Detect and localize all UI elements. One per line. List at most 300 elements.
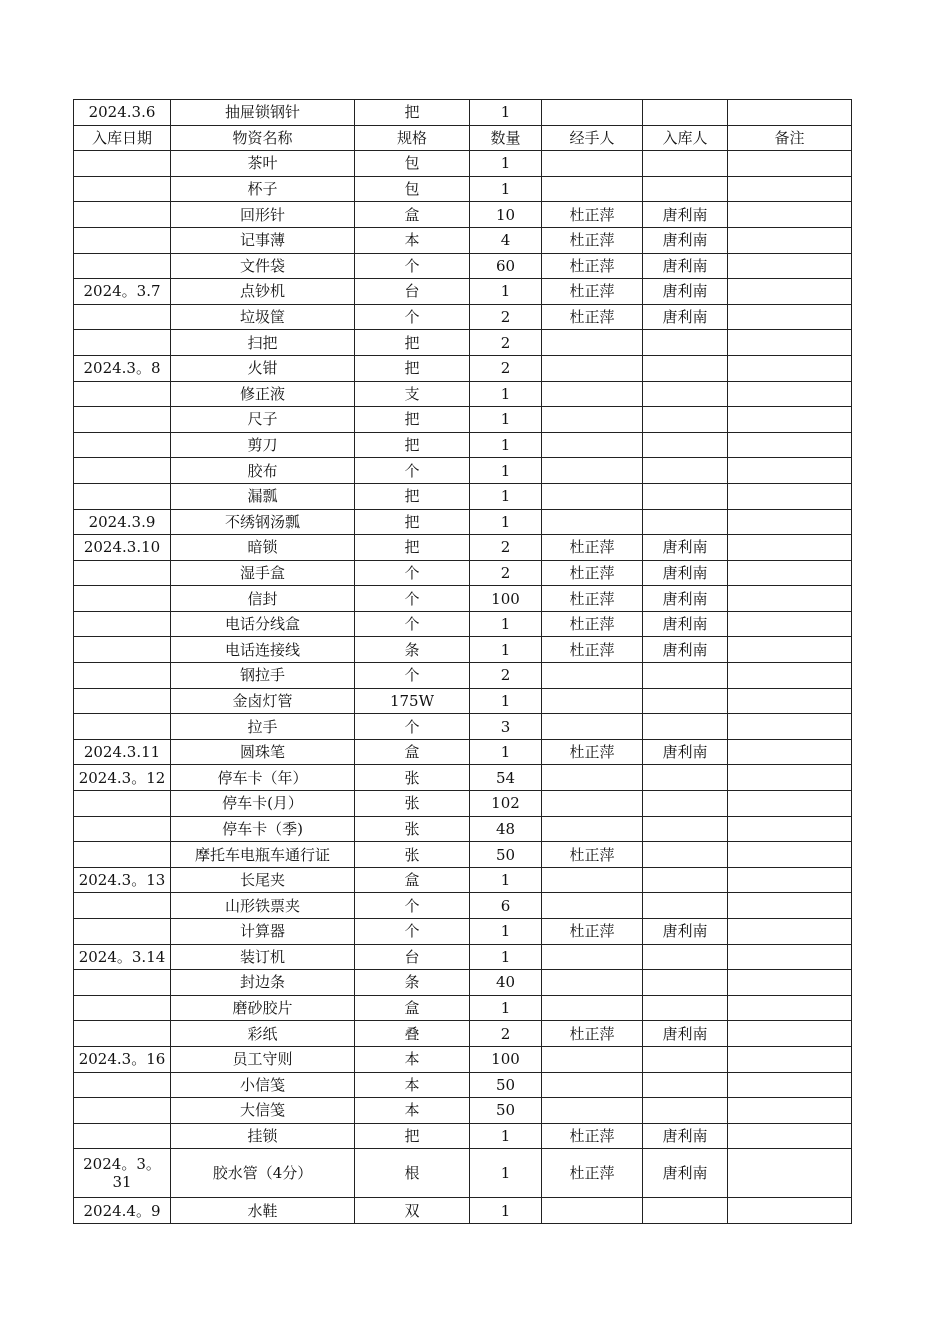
date-cell: 2024。3.7 <box>74 279 171 305</box>
quantity-cell: 1 <box>470 1149 542 1198</box>
note-cell <box>728 253 852 279</box>
note-cell <box>728 304 852 330</box>
item-name-cell: 记事薄 <box>171 227 355 253</box>
handler-cell <box>542 407 643 433</box>
spec-cell: 包 <box>355 151 470 177</box>
note-cell <box>728 176 852 202</box>
handler-cell <box>542 970 643 996</box>
note-cell <box>728 714 852 740</box>
quantity-cell: 102 <box>470 791 542 817</box>
quantity-cell: 10 <box>470 202 542 228</box>
quantity-cell: 2 <box>470 304 542 330</box>
spec-cell: 个 <box>355 611 470 637</box>
quantity-cell: 50 <box>470 1072 542 1098</box>
spec-cell: 个 <box>355 458 470 484</box>
handler-cell <box>542 355 643 381</box>
receiver-cell: 唐利南 <box>643 611 728 637</box>
receiver-cell: 唐利南 <box>643 304 728 330</box>
handler-cell <box>542 893 643 919</box>
item-name-cell: 回形针 <box>171 202 355 228</box>
spec-cell: 本 <box>355 1098 470 1124</box>
handler-cell <box>542 381 643 407</box>
handler-cell <box>542 1098 643 1124</box>
receiver-cell <box>643 1046 728 1072</box>
spec-cell: 盒 <box>355 995 470 1021</box>
quantity-cell: 1 <box>470 611 542 637</box>
table-row <box>74 407 852 433</box>
quantity-cell: 2 <box>470 535 542 561</box>
quantity-cell: 1 <box>470 995 542 1021</box>
item-name-cell: 垃圾筐 <box>171 304 355 330</box>
handler-cell <box>542 995 643 1021</box>
note-cell <box>728 1149 852 1198</box>
handler-cell: 杜正萍 <box>542 1021 643 1047</box>
table-row <box>74 663 852 689</box>
item-name-cell: 计算器 <box>171 919 355 945</box>
table-row <box>74 714 852 740</box>
date-cell <box>74 151 171 177</box>
date-cell <box>74 432 171 458</box>
date-cell: 2024.3。12 <box>74 765 171 791</box>
header-row <box>74 125 852 151</box>
quantity-cell: 2 <box>470 663 542 689</box>
note-cell <box>728 637 852 663</box>
receiver-cell <box>643 663 728 689</box>
date-cell <box>74 253 171 279</box>
quantity-cell: 6 <box>470 893 542 919</box>
quantity-cell: 1 <box>470 1123 542 1149</box>
handler-cell: 杜正萍 <box>542 1149 643 1198</box>
handler-cell: 杜正萍 <box>542 560 643 586</box>
item-name-cell: 胶水管（4分） <box>171 1149 355 1198</box>
quantity-cell: 2 <box>470 355 542 381</box>
quantity-cell: 40 <box>470 970 542 996</box>
date-cell <box>74 663 171 689</box>
spec-cell: 把 <box>355 100 470 126</box>
note-cell <box>728 1072 852 1098</box>
handler-cell <box>542 483 643 509</box>
table-row <box>74 304 852 330</box>
table-row <box>74 791 852 817</box>
receiver-cell: 唐利南 <box>643 739 728 765</box>
item-name-cell: 长尾夹 <box>171 867 355 893</box>
note-cell <box>728 842 852 868</box>
handler-cell: 杜正萍 <box>542 919 643 945</box>
inventory-ledger-table <box>73 99 852 1224</box>
spec-cell: 个 <box>355 304 470 330</box>
note-cell <box>728 765 852 791</box>
handler-cell: 杜正萍 <box>542 279 643 305</box>
handler-cell <box>542 1198 643 1224</box>
date-cell <box>74 586 171 612</box>
handler-cell <box>542 714 643 740</box>
note-cell <box>728 970 852 996</box>
quantity-cell: 1 <box>470 458 542 484</box>
item-name-cell: 修正液 <box>171 381 355 407</box>
date-cell <box>74 176 171 202</box>
item-name-cell: 不绣钢汤瓢 <box>171 509 355 535</box>
date-cell <box>74 304 171 330</box>
spec-cell: 盒 <box>355 739 470 765</box>
receiver-cell: 唐利南 <box>643 535 728 561</box>
spec-cell: 把 <box>355 509 470 535</box>
quantity-cell: 1 <box>470 1198 542 1224</box>
handler-cell: 杜正萍 <box>542 253 643 279</box>
quantity-cell: 2 <box>470 330 542 356</box>
receiver-cell <box>643 1072 728 1098</box>
note-cell <box>728 1021 852 1047</box>
handler-cell <box>542 663 643 689</box>
note-cell <box>728 458 852 484</box>
spec-cell: 把 <box>355 535 470 561</box>
spec-cell: 张 <box>355 842 470 868</box>
receiver-cell <box>643 688 728 714</box>
table-row <box>74 1149 852 1198</box>
table-row <box>74 458 852 484</box>
item-name-cell: 抽屉锁钢针 <box>171 100 355 126</box>
spec-cell: 支 <box>355 381 470 407</box>
table-row <box>74 867 852 893</box>
quantity-cell: 1 <box>470 867 542 893</box>
date-cell: 2024.3.6 <box>74 100 171 126</box>
receiver-cell <box>643 842 728 868</box>
receiver-cell <box>643 867 728 893</box>
receiver-cell <box>643 765 728 791</box>
item-name-cell: 电话分线盒 <box>171 611 355 637</box>
note-cell <box>728 1046 852 1072</box>
table-row <box>74 355 852 381</box>
receiver-cell <box>643 1198 728 1224</box>
date-cell <box>74 483 171 509</box>
quantity-cell: 1 <box>470 432 542 458</box>
handler-cell <box>542 458 643 484</box>
receiver-cell <box>643 1098 728 1124</box>
spec-cell: 条 <box>355 970 470 996</box>
receiver-cell: 唐利南 <box>643 586 728 612</box>
receiver-cell <box>643 458 728 484</box>
date-cell <box>74 970 171 996</box>
header-date: 入库日期 <box>74 125 171 151</box>
table-row <box>74 509 852 535</box>
table-row <box>74 893 852 919</box>
spec-cell: 盒 <box>355 867 470 893</box>
receiver-cell <box>643 944 728 970</box>
table-row <box>74 1098 852 1124</box>
date-cell: 2024。3。31 <box>74 1149 171 1198</box>
note-cell <box>728 509 852 535</box>
table-row <box>74 1198 852 1224</box>
receiver-cell <box>643 330 728 356</box>
receiver-cell: 唐利南 <box>643 919 728 945</box>
quantity-cell: 1 <box>470 483 542 509</box>
date-cell <box>74 381 171 407</box>
quantity-cell: 100 <box>470 586 542 612</box>
spec-cell: 双 <box>355 1198 470 1224</box>
date-cell <box>74 637 171 663</box>
date-cell: 2024。3.14 <box>74 944 171 970</box>
date-cell <box>74 714 171 740</box>
receiver-cell <box>643 816 728 842</box>
receiver-cell: 唐利南 <box>643 560 728 586</box>
quantity-cell: 50 <box>470 1098 542 1124</box>
handler-cell: 杜正萍 <box>542 842 643 868</box>
table-row <box>74 1046 852 1072</box>
spec-cell: 个 <box>355 253 470 279</box>
spec-cell: 根 <box>355 1149 470 1198</box>
date-cell <box>74 1098 171 1124</box>
spec-cell: 本 <box>355 227 470 253</box>
note-cell <box>728 944 852 970</box>
spec-cell: 个 <box>355 663 470 689</box>
handler-cell <box>542 176 643 202</box>
item-name-cell: 员工守则 <box>171 1046 355 1072</box>
item-name-cell: 漏瓢 <box>171 483 355 509</box>
item-name-cell: 电话连接线 <box>171 637 355 663</box>
quantity-cell: 1 <box>470 944 542 970</box>
spec-cell: 个 <box>355 919 470 945</box>
note-cell <box>728 1098 852 1124</box>
spec-cell: 把 <box>355 407 470 433</box>
table-row <box>74 919 852 945</box>
quantity-cell: 1 <box>470 151 542 177</box>
handler-cell: 杜正萍 <box>542 611 643 637</box>
handler-cell <box>542 867 643 893</box>
spec-cell: 包 <box>355 176 470 202</box>
handler-cell <box>542 330 643 356</box>
spec-cell: 个 <box>355 586 470 612</box>
table-row <box>74 816 852 842</box>
note-cell <box>728 330 852 356</box>
receiver-cell: 唐利南 <box>643 1021 728 1047</box>
spec-cell: 台 <box>355 944 470 970</box>
date-cell: 2024.3.9 <box>74 509 171 535</box>
header-handler: 经手人 <box>542 125 643 151</box>
table-row <box>74 842 852 868</box>
note-cell <box>728 279 852 305</box>
table-row <box>74 253 852 279</box>
table-row <box>74 483 852 509</box>
receiver-cell <box>643 355 728 381</box>
spec-cell: 个 <box>355 714 470 740</box>
note-cell <box>728 432 852 458</box>
receiver-cell: 唐利南 <box>643 253 728 279</box>
note-cell <box>728 381 852 407</box>
date-cell <box>74 919 171 945</box>
item-name-cell: 挂锁 <box>171 1123 355 1149</box>
table-row <box>74 151 852 177</box>
quantity-cell: 4 <box>470 227 542 253</box>
table-row <box>74 100 852 126</box>
item-name-cell: 小信笺 <box>171 1072 355 1098</box>
item-name-cell: 钢拉手 <box>171 663 355 689</box>
handler-cell <box>542 509 643 535</box>
receiver-cell: 唐利南 <box>643 1123 728 1149</box>
table-row <box>74 995 852 1021</box>
item-name-cell: 湿手盒 <box>171 560 355 586</box>
date-cell: 2024.3.11 <box>74 739 171 765</box>
note-cell <box>728 791 852 817</box>
handler-cell <box>542 432 643 458</box>
item-name-cell: 尺子 <box>171 407 355 433</box>
receiver-cell: 唐利南 <box>643 1149 728 1198</box>
quantity-cell: 1 <box>470 739 542 765</box>
date-cell <box>74 1021 171 1047</box>
note-cell <box>728 535 852 561</box>
table-row <box>74 381 852 407</box>
spec-cell: 把 <box>355 330 470 356</box>
table-row <box>74 535 852 561</box>
quantity-cell: 1 <box>470 509 542 535</box>
quantity-cell: 50 <box>470 842 542 868</box>
table-row <box>74 560 852 586</box>
table-row <box>74 279 852 305</box>
quantity-cell: 3 <box>470 714 542 740</box>
handler-cell: 杜正萍 <box>542 304 643 330</box>
handler-cell <box>542 688 643 714</box>
spec-cell: 把 <box>355 432 470 458</box>
receiver-cell <box>643 893 728 919</box>
quantity-cell: 1 <box>470 688 542 714</box>
spec-cell: 本 <box>355 1072 470 1098</box>
item-name-cell: 暗锁 <box>171 535 355 561</box>
handler-cell <box>542 100 643 126</box>
spec-cell: 把 <box>355 483 470 509</box>
item-name-cell: 文件袋 <box>171 253 355 279</box>
receiver-cell <box>643 407 728 433</box>
item-name-cell: 茶叶 <box>171 151 355 177</box>
note-cell <box>728 688 852 714</box>
spec-cell: 条 <box>355 637 470 663</box>
spec-cell: 个 <box>355 893 470 919</box>
table-row <box>74 765 852 791</box>
item-name-cell: 水鞋 <box>171 1198 355 1224</box>
receiver-cell <box>643 714 728 740</box>
item-name-cell: 扫把 <box>171 330 355 356</box>
note-cell <box>728 739 852 765</box>
table-row <box>74 1072 852 1098</box>
receiver-cell: 唐利南 <box>643 202 728 228</box>
date-cell <box>74 842 171 868</box>
spec-cell: 张 <box>355 816 470 842</box>
quantity-cell: 2 <box>470 560 542 586</box>
note-cell <box>728 893 852 919</box>
item-name-cell: 摩托车电瓶车通行证 <box>171 842 355 868</box>
date-cell <box>74 611 171 637</box>
table-row <box>74 944 852 970</box>
quantity-cell: 1 <box>470 637 542 663</box>
quantity-cell: 1 <box>470 919 542 945</box>
quantity-cell: 1 <box>470 100 542 126</box>
note-cell <box>728 560 852 586</box>
spec-cell: 台 <box>355 279 470 305</box>
receiver-cell <box>643 509 728 535</box>
header-qty: 数量 <box>470 125 542 151</box>
handler-cell: 杜正萍 <box>542 535 643 561</box>
note-cell <box>728 151 852 177</box>
date-cell: 2024.3.10 <box>74 535 171 561</box>
quantity-cell: 1 <box>470 176 542 202</box>
item-name-cell: 胶布 <box>171 458 355 484</box>
item-name-cell: 金卤灯管 <box>171 688 355 714</box>
handler-cell <box>542 765 643 791</box>
spec-cell: 把 <box>355 1123 470 1149</box>
table-row <box>74 1123 852 1149</box>
receiver-cell <box>643 176 728 202</box>
receiver-cell <box>643 970 728 996</box>
item-name-cell: 信封 <box>171 586 355 612</box>
date-cell <box>74 202 171 228</box>
handler-cell: 杜正萍 <box>542 202 643 228</box>
item-name-cell: 火钳 <box>171 355 355 381</box>
receiver-cell <box>643 151 728 177</box>
table-row <box>74 176 852 202</box>
date-cell: 2024.4。9 <box>74 1198 171 1224</box>
handler-cell: 杜正萍 <box>542 1123 643 1149</box>
date-cell <box>74 227 171 253</box>
receiver-cell <box>643 100 728 126</box>
note-cell <box>728 355 852 381</box>
table-row <box>74 586 852 612</box>
note-cell <box>728 663 852 689</box>
header-name: 物资名称 <box>171 125 355 151</box>
quantity-cell: 1 <box>470 407 542 433</box>
spec-cell: 张 <box>355 791 470 817</box>
note-cell <box>728 483 852 509</box>
spec-cell: 本 <box>355 1046 470 1072</box>
spec-cell: 张 <box>355 765 470 791</box>
quantity-cell: 48 <box>470 816 542 842</box>
receiver-cell <box>643 995 728 1021</box>
receiver-cell: 唐利南 <box>643 227 728 253</box>
handler-cell: 杜正萍 <box>542 586 643 612</box>
item-name-cell: 彩纸 <box>171 1021 355 1047</box>
note-cell <box>728 919 852 945</box>
quantity-cell: 2 <box>470 1021 542 1047</box>
handler-cell <box>542 816 643 842</box>
table-row <box>74 227 852 253</box>
date-cell <box>74 458 171 484</box>
receiver-cell <box>643 432 728 458</box>
date-cell <box>74 330 171 356</box>
date-cell <box>74 893 171 919</box>
item-name-cell: 杯子 <box>171 176 355 202</box>
note-cell <box>728 816 852 842</box>
date-cell: 2024.3。13 <box>74 867 171 893</box>
item-name-cell: 装订机 <box>171 944 355 970</box>
table-row <box>74 688 852 714</box>
date-cell: 2024.3。16 <box>74 1046 171 1072</box>
date-cell <box>74 688 171 714</box>
note-cell <box>728 611 852 637</box>
date-cell <box>74 816 171 842</box>
handler-cell <box>542 944 643 970</box>
item-name-cell: 圆珠笔 <box>171 739 355 765</box>
table-row <box>74 1021 852 1047</box>
note-cell <box>728 995 852 1021</box>
spec-cell: 把 <box>355 355 470 381</box>
receiver-cell: 唐利南 <box>643 637 728 663</box>
table-row <box>74 637 852 663</box>
date-cell <box>74 560 171 586</box>
receiver-cell: 唐利南 <box>643 279 728 305</box>
date-cell <box>74 1072 171 1098</box>
table-row <box>74 202 852 228</box>
spec-cell: 个 <box>355 560 470 586</box>
handler-cell: 杜正萍 <box>542 637 643 663</box>
table-row <box>74 970 852 996</box>
item-name-cell: 剪刀 <box>171 432 355 458</box>
item-name-cell: 拉手 <box>171 714 355 740</box>
